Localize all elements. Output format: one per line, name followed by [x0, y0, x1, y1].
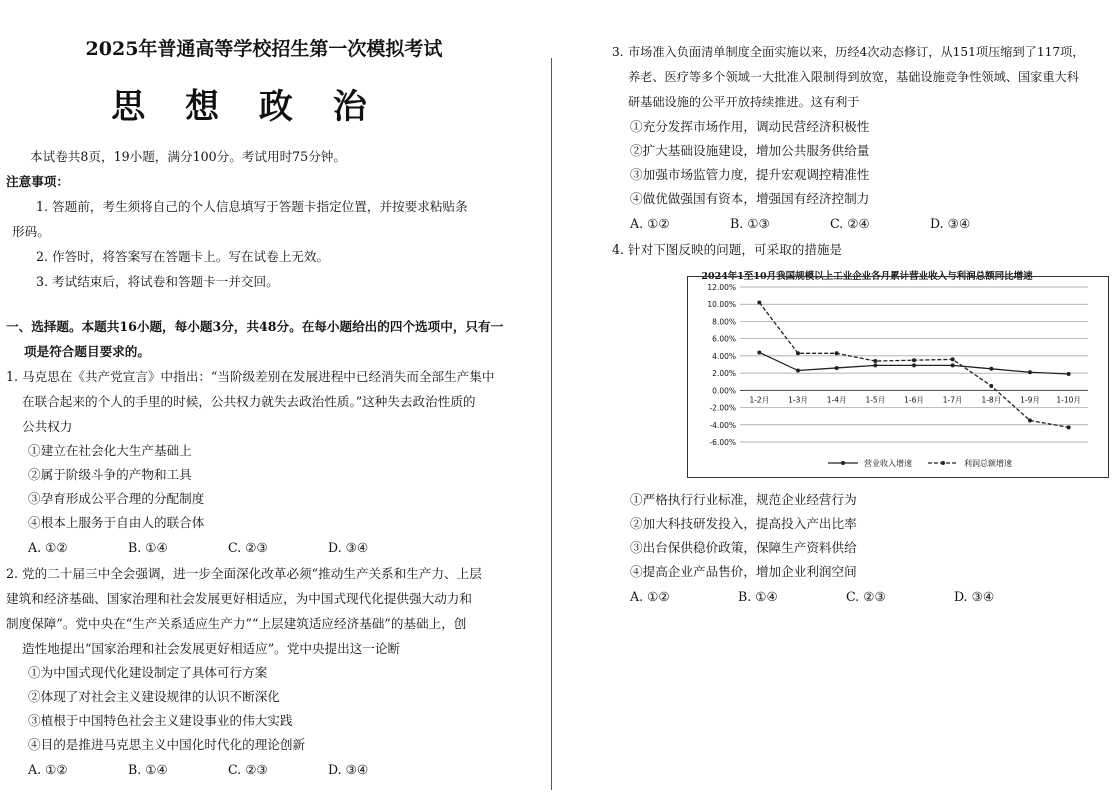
choice-b: B. ①④	[128, 762, 168, 777]
question-4-options	[612, 488, 1102, 610]
choice-c: C. ②④	[830, 216, 870, 231]
choice-d: D. ③④	[930, 216, 971, 231]
answer-choices	[612, 211, 1102, 237]
x-tick-label: 1-2月	[749, 395, 770, 405]
question-text: 市场准入负面清单制度全面实施以来，历经4次动态修订，从151项压缩到了117项，	[628, 45, 1085, 59]
option-statement: ②扩大基础设施建设，增加公共服务供给量	[630, 143, 870, 158]
legend-profit-label: 利润总额增速	[964, 459, 1012, 468]
option-statement: ④提高企业产品售价，增加企业利润空间	[630, 564, 857, 579]
right-column	[612, 40, 1102, 604]
x-tick-label: 1-7月	[942, 395, 963, 405]
left-column	[6, 28, 506, 783]
x-tick-label: 1-9月	[1020, 395, 1040, 405]
x-tick-label: 1-3月	[788, 395, 808, 405]
choice-b: B. ①④	[738, 589, 778, 604]
section-heading-line: 一、选择题。本题共16小题，每小题3分，共48分。在每小题给出的四个选项中，只有一	[6, 319, 504, 334]
revenue-data-point	[835, 366, 839, 370]
choice-a: A. ①②	[630, 589, 670, 604]
y-tick-label: -4.00%	[709, 420, 736, 430]
x-tick-label: 1-10月	[1056, 395, 1081, 405]
choice-d: D. ③④	[328, 762, 369, 777]
question-text: 在联合起来的个人的手里的时候，公共权力就失去政治性质。”这种失去政治性质的	[22, 394, 476, 409]
revenue-data-point	[757, 350, 761, 354]
choice-a: A. ①②	[28, 540, 68, 555]
option-statement: ③加强市场监管力度，提升宏观调控精准性	[630, 167, 870, 182]
y-tick-label: 10.00%	[707, 300, 736, 310]
question-3	[612, 40, 1102, 237]
choice-c: C. ②③	[846, 589, 886, 604]
note-line: 2. 作答时，将答案写在答题卡上。写在试卷上无效。	[36, 249, 330, 264]
question-number: 4.	[612, 242, 625, 257]
profit-data-point	[951, 357, 955, 361]
profit-data-point	[989, 384, 993, 388]
exam-title: 2025年普通高等学校招生第一次模拟考试	[85, 38, 443, 60]
profit-data-point	[757, 301, 761, 305]
choice-b: B. ①④	[128, 540, 168, 555]
question-2	[6, 561, 506, 783]
column-divider	[551, 58, 552, 790]
answer-choices	[6, 757, 506, 783]
x-tick-label: 1-4月	[826, 395, 847, 405]
profit-data-point	[912, 358, 916, 362]
choice-c: C. ②③	[228, 762, 268, 777]
option-statement: ①为中国式现代化建设制定了具体可行方案	[28, 665, 268, 680]
answer-choices	[612, 584, 1102, 610]
y-tick-label: 4.00%	[712, 351, 736, 361]
exam-summary: 本试卷共8页，19小题，满分100分。考试用时75分钟。	[30, 149, 346, 164]
option-statement: ①严格执行行业标准，规范企业经营行为	[630, 492, 857, 507]
x-tick-label: 1-8月	[981, 395, 1002, 405]
question-number: 2.	[6, 566, 19, 581]
profit-data-point	[796, 351, 800, 355]
question-text: 公共权力	[22, 419, 73, 434]
choice-a: A. ①②	[28, 762, 68, 777]
profit-data-point	[1067, 425, 1071, 429]
profit-data-point	[835, 351, 839, 355]
intro	[6, 144, 506, 294]
option-statement: ④目的是推进马克思主义中国化时代化的理论创新	[28, 737, 306, 752]
question-text: 养老、医疗等多个领域一大批准入限制得到放宽，基础设施竞争性领域、国家重大科	[628, 70, 1079, 84]
option-statement: ③出台保供稳价政策，保障生产资料供给	[630, 540, 857, 555]
section-heading-line: 项是符合题目要求的。	[24, 344, 150, 359]
question-text: 马克思在《共产党宣言》中指出：“当阶级差别在发展进程中已经消失而全部生产集中	[22, 369, 495, 384]
note-line: 3. 考试结束后，将试卷和答题卡一并交回。	[36, 274, 279, 289]
question-number: 1.	[6, 369, 19, 384]
x-tick-label: 1-6月	[904, 395, 924, 405]
notes-title: 注意事项：	[6, 174, 69, 189]
revenue-data-point	[873, 363, 877, 367]
question-text: 制度保障”。党中央在“生产关系适应生产力”“上层建筑适应经济基础”的基础上，创	[6, 616, 467, 631]
question-text: 针对下图反映的问题，可采取的措施是	[628, 242, 843, 257]
choice-d: D. ③④	[954, 589, 995, 604]
revenue-data-point	[1067, 372, 1071, 376]
revenue-data-point	[989, 367, 993, 371]
question-text: 建筑和经济基础、国家治理和社会发展更好相适应，为中国式现代化提供强大动力和	[6, 591, 472, 606]
revenue-data-point	[912, 363, 916, 367]
choice-a: A. ①②	[630, 216, 670, 231]
revenue-data-point	[951, 363, 955, 367]
question-text: 造性地提出“国家治理和社会发展更好相适应”。党中央提出这一论断	[22, 641, 401, 656]
option-statement: ③孕育形成公平合理的分配制度	[28, 491, 205, 506]
question-number: 3.	[612, 45, 624, 59]
profit-data-point	[873, 359, 877, 363]
x-tick-label: 1-5月	[865, 395, 886, 405]
y-tick-label: 2.00%	[712, 369, 736, 379]
choice-c: C. ②③	[228, 540, 268, 555]
option-statement: ②属于阶级斗争的产物和工具	[28, 467, 192, 482]
option-statement: ③植根于中国特色社会主义建设事业的伟大实践	[28, 713, 293, 728]
revenue-data-point	[796, 369, 800, 373]
line-chart	[688, 277, 1108, 477]
chart-frame	[687, 276, 1109, 478]
option-statement: ②加大科技研发投入，提高投入产出比率	[630, 516, 857, 531]
option-statement: ②体现了对社会主义建设规律的认识不断深化	[28, 689, 280, 704]
legend-revenue-marker	[841, 461, 845, 465]
section-heading	[6, 314, 506, 364]
y-tick-label: 0.00%	[712, 386, 736, 396]
answer-choices	[6, 535, 506, 561]
profit-data-point	[1028, 418, 1032, 422]
legend-revenue-label: 营业收入增速	[864, 459, 912, 468]
subject-title: 思 想 政 治	[111, 87, 381, 127]
option-statement: ①充分发挥市场作用，调动民营经济积极性	[630, 119, 870, 134]
chart-title: 2024年1至10月我国规模以上工业企业各月累计营业收入与利润总额同比增速	[701, 271, 1033, 282]
choice-b: B. ①③	[730, 216, 770, 231]
option-statement: ④做优做强国有资本，增强国有经济控制力	[630, 191, 870, 206]
revenue-data-point	[1028, 370, 1032, 374]
choice-d: D. ③④	[328, 540, 369, 555]
y-tick-label: 8.00%	[712, 317, 736, 327]
question-1	[6, 364, 506, 561]
option-statement: ④根本上服务于自由人的联合体	[28, 515, 205, 530]
y-tick-label: 12.00%	[707, 283, 736, 292]
y-tick-label: -2.00%	[709, 403, 736, 413]
y-tick-label: 6.00%	[712, 334, 736, 344]
option-statement: ①建立在社会化大生产基础上	[28, 443, 192, 458]
legend-profit-marker	[941, 461, 945, 465]
note-line: 形码。	[12, 224, 50, 239]
y-tick-label: -6.00%	[709, 438, 736, 447]
question-text: 研基础设施的公平开放持续推进。这有利于	[628, 95, 860, 109]
note-line: 1. 答题前，考生须将自己的个人信息填写于答题卡指定位置，并按要求粘贴条	[36, 199, 468, 214]
question-text: 党的二十届三中全会强调，进一步全面深化改革必须“推动生产关系和生产力、上层	[22, 566, 482, 581]
